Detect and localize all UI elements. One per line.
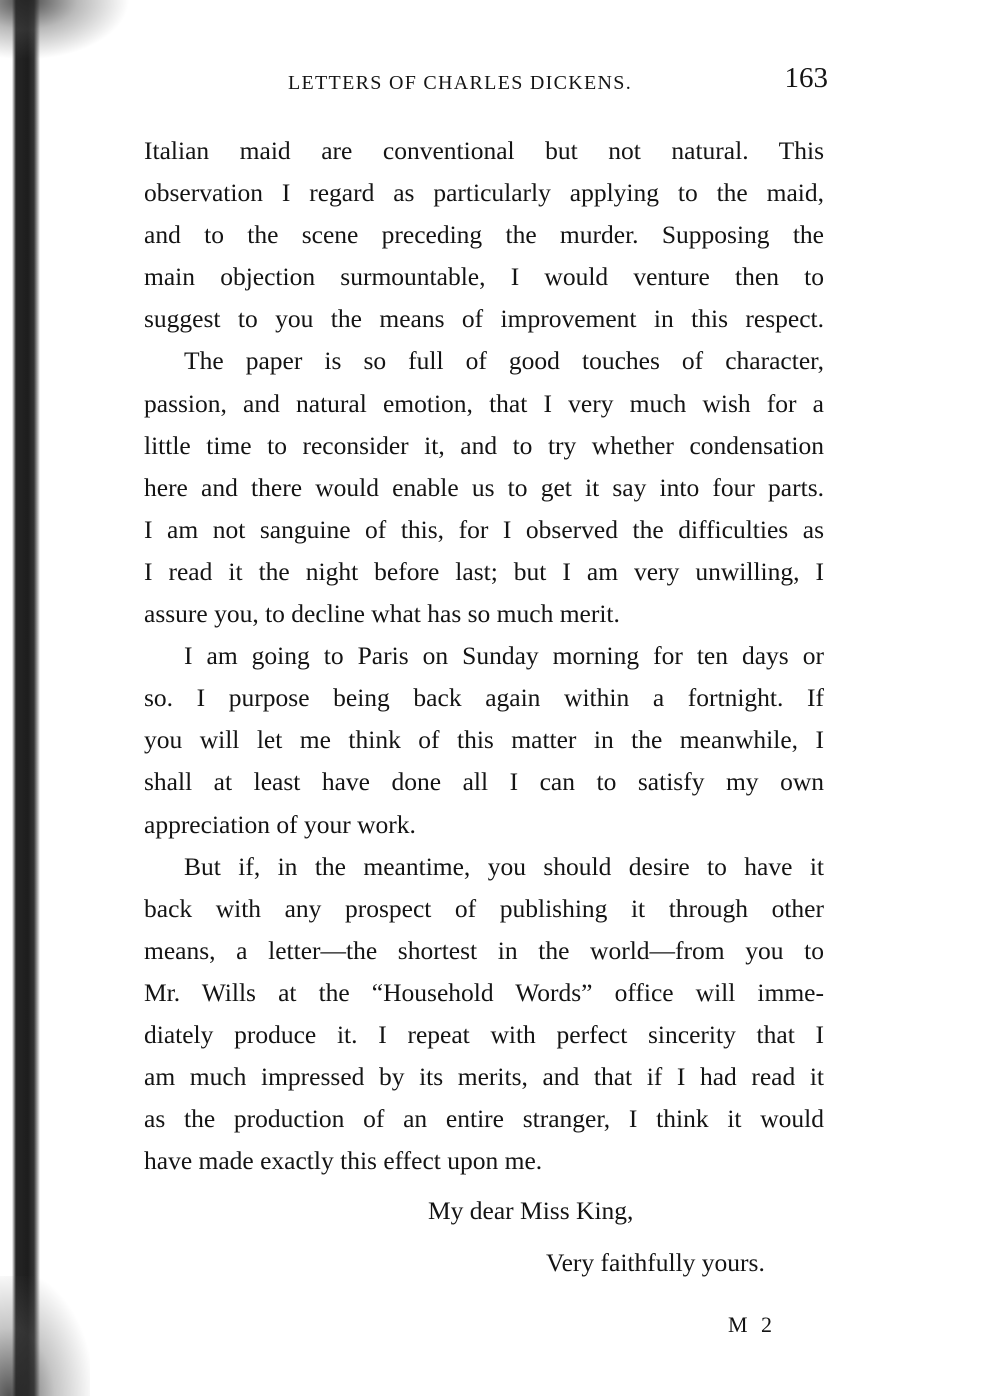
page-number: 163 bbox=[784, 62, 828, 94]
letter-closing bbox=[0, 1196, 1000, 1296]
binding-edge-shadow bbox=[0, 0, 40, 1396]
printer-signature-mark: M 2 bbox=[728, 1312, 777, 1337]
text-line: little time to reconsider it, and to try whether condensation bbox=[144, 430, 824, 460]
text-line: so. I purpose being back again within a fortnight. If bbox=[144, 683, 824, 713]
paragraph bbox=[144, 846, 824, 1183]
text-line: back with any prospect of publishing it through other bbox=[144, 893, 824, 923]
binding-top-smudge bbox=[0, 0, 130, 60]
signoff: Very faithfully yours. bbox=[546, 1248, 765, 1277]
text-line: I am not sanguine of this, for I observed the difficulties as bbox=[144, 514, 824, 544]
text-line: means, a letter—the shortest in the world—from you to bbox=[144, 935, 824, 965]
salutation: My dear Miss King, bbox=[428, 1196, 634, 1225]
running-head bbox=[288, 62, 828, 102]
text-line: as the production of an entire stranger, I think it would bbox=[144, 1104, 824, 1134]
text-line: diately produce it. I repeat with perfect sincerity that I bbox=[144, 1019, 824, 1049]
letter-body bbox=[144, 130, 824, 1182]
text-line: passion, and natural emotion, that I very much wish for a bbox=[144, 388, 824, 418]
text-line: and to the scene preceding the murder. Supposing the bbox=[144, 220, 824, 250]
text-line: The paper is so full of good touches of character, bbox=[184, 346, 824, 376]
text-line: you will let me think of this matter in the meanwhile, I bbox=[144, 725, 824, 755]
text-line: assure you, to decline what has so much merit. bbox=[144, 599, 620, 629]
text-line: main objection surmountable, I would venture then to bbox=[144, 262, 824, 292]
text-line: suggest to you the means of improvement in this respect. bbox=[144, 304, 824, 334]
text-line: I am going to Paris on Sunday morning for ten days or bbox=[184, 641, 824, 671]
text-line: here and there would enable us to get it say into four parts. bbox=[144, 472, 824, 502]
running-title: LETTERS OF CHARLES DICKENS. bbox=[288, 72, 633, 94]
paragraph bbox=[144, 340, 824, 635]
text-line: have made exactly this effect upon me. bbox=[144, 1146, 543, 1176]
text-line: appreciation of your work. bbox=[144, 809, 416, 839]
paragraph bbox=[144, 130, 824, 340]
text-line: But if, in the meantime, you should desire to have it bbox=[184, 851, 824, 881]
text-line: Italian maid are conventional but not natural. This bbox=[144, 136, 824, 165]
paragraph bbox=[144, 635, 824, 845]
text-line: observation I regard as particularly applying to the maid, bbox=[144, 178, 824, 208]
text-line: am much impressed by its merits, and that if I had read it bbox=[144, 1062, 824, 1092]
text-line: Mr. Wills at the “Household Words” office will imme- bbox=[144, 977, 824, 1007]
text-line: shall at least have done all I can to satisfy my own bbox=[144, 767, 824, 797]
text-line: I read it the night before last; but I am very unwilling, I bbox=[144, 556, 824, 586]
